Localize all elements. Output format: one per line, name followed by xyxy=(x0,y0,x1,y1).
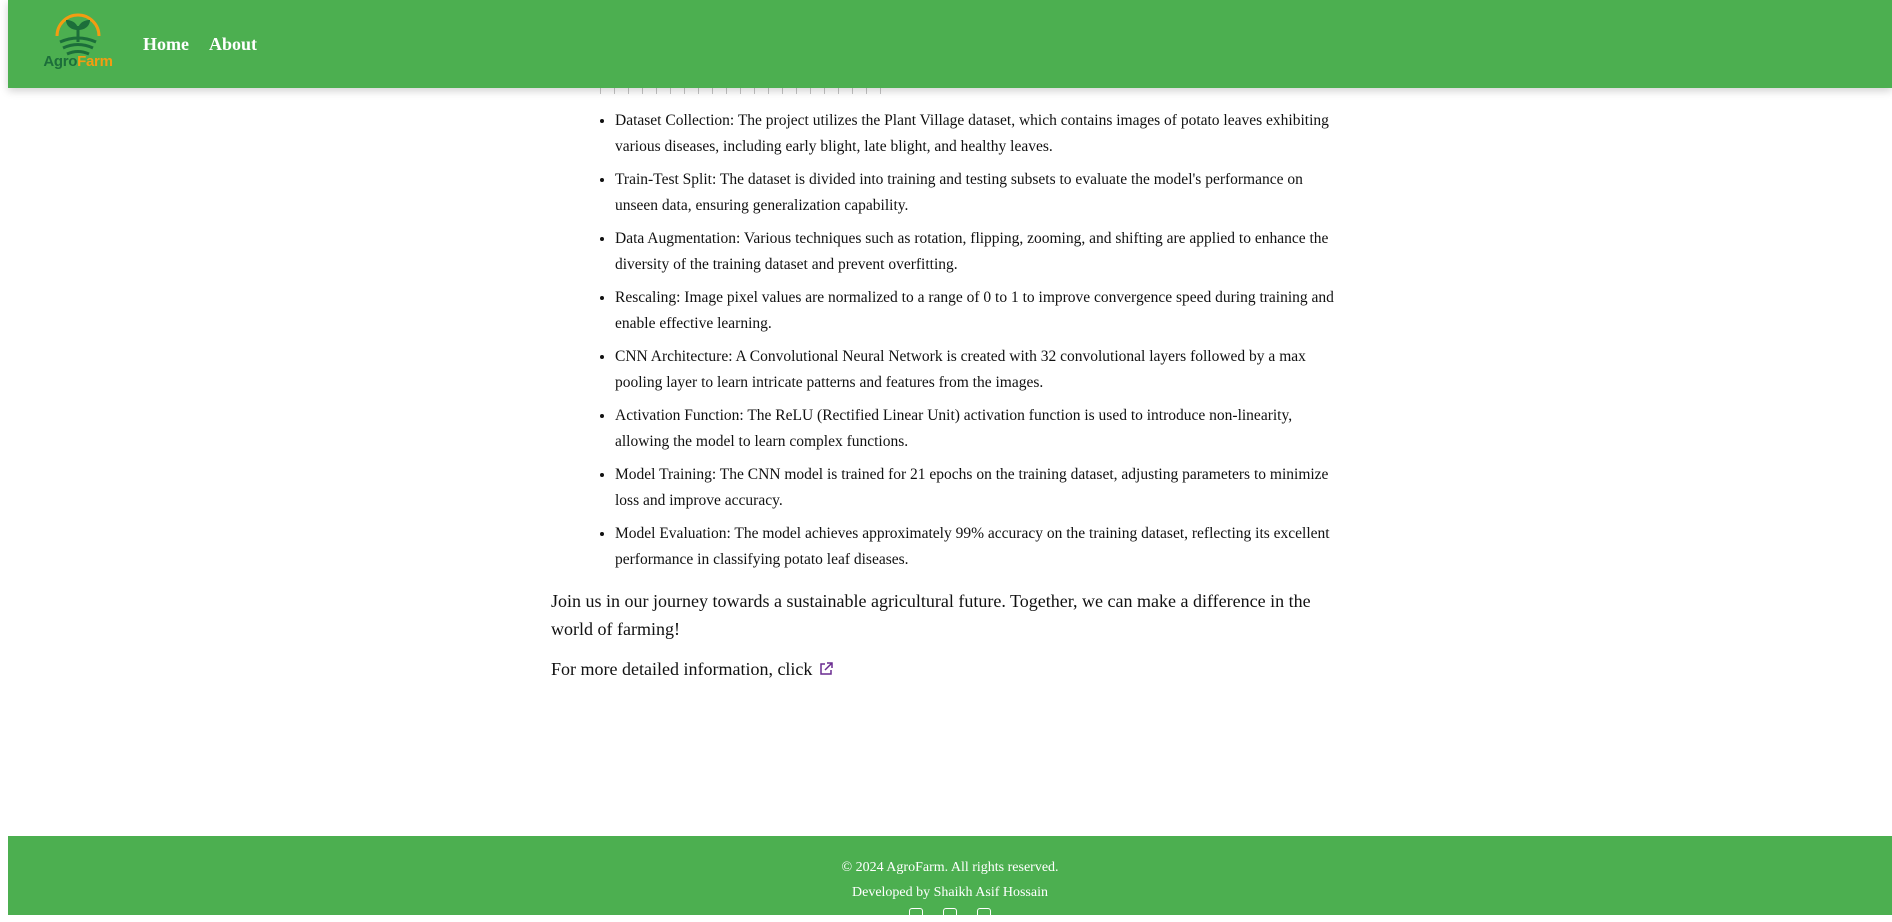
email-icon[interactable] xyxy=(977,908,991,922)
external-link-icon[interactable] xyxy=(818,657,834,685)
top-navbar xyxy=(8,0,1892,88)
page-left-gutter xyxy=(0,0,8,915)
linkedin-icon[interactable] xyxy=(909,908,923,922)
list-item: • CNN Architecture: A Convolutional Neural Network is created with 32 convolutional layers followed by a max pooling layer to learn intricate patterns and features from the images. xyxy=(615,344,1346,396)
logo-text-agro: Agro xyxy=(43,53,78,70)
list-item: • Model Evaluation: The model achieves approximately 99% accuracy on the training dataset, reflecting its excellent performance in classifying potato leaf diseases. xyxy=(615,521,1346,573)
github-icon[interactable] xyxy=(943,908,957,922)
list-item: • Dataset Collection: The project utilizes the Plant Village dataset, which contains images of potato leaves exhibiting various diseases, including early blight, late blight, and healthy leaves. xyxy=(615,108,1346,160)
logo-text-farm: Farm xyxy=(77,53,113,70)
main-nav xyxy=(143,0,257,88)
footer-social-links xyxy=(8,908,1892,922)
main-content xyxy=(551,108,1346,685)
list-item: • Data Augmentation: Various techniques such as rotation, flipping, zooming, and shifting are applied to enhance the diversity of the training dataset and prevent overfitting. xyxy=(615,226,1346,278)
nav-home-link[interactable]: Home xyxy=(143,33,189,54)
list-item: • Rescaling: Image pixel values are normalized to a range of 0 to 1 to improve convergence speed during training and enable effective learning. xyxy=(615,285,1346,337)
more-info-text: For more detailed information, click xyxy=(551,659,813,679)
methodology-list xyxy=(551,108,1346,573)
site-footer xyxy=(8,836,1892,915)
agrofarm-logo[interactable] xyxy=(38,10,118,76)
footer-copyright: © 2024 AgroFarm. All rights reserved. xyxy=(841,860,1059,875)
join-paragraph: Join us in our journey towards a sustainable agricultural future. Together, we can make a difference in the world of farming! xyxy=(551,591,1311,639)
list-item: • Train-Test Split: The dataset is divided into training and testing subsets to evaluate the model's performance on unseen data, ensuring generalization capability. xyxy=(615,167,1346,219)
list-item: • Model Training: The CNN model is trained for 21 epochs on the training dataset, adjusting parameters to minimize loss and improve accuracy. xyxy=(615,462,1346,514)
footer-developer: Developed by Shaikh Asif Hossain xyxy=(852,885,1048,900)
list-item: • Activation Function: The ReLU (Rectified Linear Unit) activation function is used to introduce non-linearity, allowing the model to learn complex functions. xyxy=(615,403,1346,455)
logo-leaf-icon xyxy=(52,12,104,56)
nav-about-link[interactable]: About xyxy=(208,33,257,54)
logo-text xyxy=(38,53,118,70)
more-info-paragraph xyxy=(551,655,1346,685)
